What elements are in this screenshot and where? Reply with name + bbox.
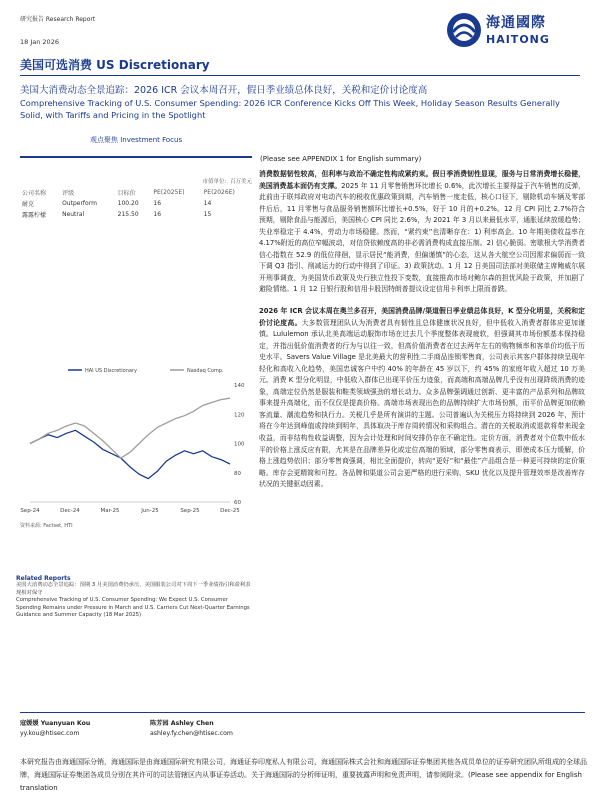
y-tick-label: 100: [234, 441, 245, 448]
report-type: 研究报告 Research Report: [20, 16, 96, 23]
y-tick-label: 60: [234, 500, 241, 506]
related-reports: [16, 575, 252, 619]
disclaimer-footer: 本研究报告由海通国际分销，海通国际是由海通国际研究有限公司，海通证券印度私人有限公司，海通国际株式会社和海通国际证券集团其他各成员单位的证券研究团队所组成的全球品牌，海通国际证券集团各成员分别在其许可的司法管辖区内从事证券活动。关于海通国际的分析师证明，重要披露声明和免责声明，请参阅附录。(Please see appendix for English translation: [20, 758, 587, 792]
x-tick-label: Jun-25: [141, 508, 159, 514]
price-performance-chart: [20, 360, 252, 520]
table-cell: 露露柠檬: [22, 212, 47, 219]
analyst-name: 寇媛媛 Yuanyuan Kou: [20, 720, 91, 727]
coverage-table: [20, 177, 252, 220]
table-unit: 市值单位：百万美元: [202, 179, 252, 185]
paragraph-2-text: 大多数管理团队认为消费者具有韧性且总体健康状况良好，但中低收入消费者群体应更加谨慎。Lululemon 承认北美高端运动服饰市场在过去几个季度整体表现疲软，但强调其市场份额基本保持稳定，并指出低价值消费者的行为与以往一致，但高价值消费者在过去两年左右的购物频率和客单价均低于历史水平。Savers Value Village 是北美最大的营利性二手商品连锁零售商，公司表示其客户群体持续呈现年轻化和高收入化趋势，美国忠诚客户中约 40% 的年龄在 45 岁以下，约 45% 的家庭年收入超过 10 万美元。消费 K 型分化明显，中低收入群体已出现平价压力迹象，而高端和高端品牌几乎没有出现降级消费的迹象，高端定位仍然是服装和鞋类领域强劲的增长动力。众多品牌强调通过创新、更丰富的产品系列和品牌故事来提升高端化，而不仅仅是提高价格。高端市场表现出色的品牌持续扩大市场份额，而平价品牌更加依赖客流量、潮流趋势和执行力。关税几乎是所有演讲的主题。公司普遍认为关税压力将持续到 2026 年，预计将在今年达到峰值或持续到明年，具体取决于库存周转情况和采购组合。潜在的关税取消或退款将带来现金收益，而非结构性收益调整，因为会计处理和时间安排仍存在不确定性。定价方面，消费者对个位数中低水平的价格上涨反应有限，尤其是在品牌差异化或定位高端的领域，部分零售商表示，即使成本压力缓解，价格上涨趋势依旧；部分零售商强调，相比全面提价，转向“更好”和“最佳”产品组合是一种更可持续的定价策略。库存会更精简和可控。各品牌和渠道公司会更严格的进行采购、SKU 优化以及提升管理效率是改善库存状况的关键驱动因素。: [259, 318, 585, 489]
x-tick-label: Dec-25: [220, 508, 240, 514]
analyst-name: 陈芳园 Ashley Chen: [150, 720, 214, 727]
table-header-cell: PE(2026E): [203, 189, 235, 196]
y-tick-label: 140: [234, 383, 245, 389]
table-cell: 14: [203, 200, 212, 207]
table-cell: 耐克: [22, 201, 35, 208]
analyst-1: [20, 719, 90, 739]
x-tick-label: Sep-24: [20, 508, 40, 514]
table-header-cell: 公司名称: [22, 190, 47, 197]
series-line: [30, 398, 230, 458]
y-tick-label: 120: [234, 412, 245, 419]
y-tick-label: 80: [234, 470, 241, 477]
paragraph-1-text: 2025 年 11 月零售销售环比增长 0.6%，此次增长主要得益于汽车销售的反弹，此前由于联邦政府对电动汽车的税收优惠政策到期，汽车销售一度走低，核心口径下，剔除机动车辆及零部件后后，11 月零售与食品服务销售额环比增长+0.5%，好于 10 月的+0.2%。12 月 CPI 同比 2.7%符合预期，剔除食品与能源后，美国核心 CPI 同比 2.6%，为 2021 年 3 月以来最低水平，通胀延续放缓趋势；失业率稳定于 4.4%，劳动力市场稳健。然而，“紧约束”也清晰存在：1) 利率高企。10 年期美债收益率在 4.17%附近的高位窄幅波动，对信贷依赖度高的非必需消费构成直接压制。2) 信心脆弱。密歇根大学消费者信心指数在 52.9 的低位徘徊，显示居民“能消费，但偏谨慎”的心态，这从各大航空公司因需求偏弱而一致下调 Q3 指引、削减运力的行动中得到了印证。3) 政策扰动。1 月 12 日美国司法部对美联储主席鲍威尔展开刑事调查，为美国货币政策及央行独立性投下变数，直接推高市场对鲍尔森的担忧风险于政策，并加剧了避险情绪。1 月 12 日银行股和信用卡股因特朗普提议设定信用卡利率上限而普跌。: [259, 181, 585, 294]
table-cell: Outperform: [62, 200, 97, 207]
x-tick-label: Mar-25: [100, 508, 120, 514]
table-header-row: [20, 187, 252, 198]
body-text: [259, 169, 585, 501]
headline-cn: 美国大消费动态全景追踪：2026 ICR 会议本周召开，假日季业绩总体良好，关税和定价讨论度高: [20, 85, 428, 96]
table-row: [20, 209, 252, 220]
table-header-cell: 目标价: [117, 190, 136, 197]
chart-source: 资料来源: Factset, HTI: [20, 523, 73, 529]
see-appendix: (Please see APPENDIX 1 for English summary): [260, 155, 422, 163]
related-report-en[interactable]: Comprehensive Tracking of U.S. Consumer Spending: We Expect U.S. Consumer Spending Remains under Pressure in March and U.S. Carriers Cut Next-Quarter Earnings Guidance and Summer Capacity (18 Mar 2025): [16, 597, 250, 619]
paragraph-1: [259, 169, 585, 296]
paragraph-1-lead: 消费数据韧性较高，但利率与政治不确定性构成紧约束。假日季消费韧性显现，服务与日常消费增长稳健，美国消费基本面仍有支撑。: [259, 170, 585, 190]
table-cell: 16: [153, 211, 162, 218]
chart-svg: [20, 360, 252, 520]
investment-focus-label: 观点聚焦 Investment Focus: [90, 136, 183, 144]
series-line: [30, 430, 230, 478]
table-cell: Neutral: [62, 211, 85, 218]
section-title: 美国可选消费 US Discretionary: [20, 58, 210, 72]
legend-label: Nasdaq Comp.: [187, 368, 224, 374]
haitong-emblem-icon: [444, 10, 484, 50]
header-rule: [20, 75, 580, 76]
analyst-email[interactable]: yy.kou@htisec.com: [20, 730, 80, 737]
analyst-email[interactable]: ashley.fy.chen@htisec.com: [150, 730, 233, 737]
related-reports-title: Related Reports: [16, 575, 71, 582]
paragraph-2: [259, 306, 585, 491]
paragraph-2-lead: 2026 年 ICR 会议本周在奥兰多召开，美国消费品牌/渠道假日季业绩总体良好，K 型分化明显，关税和定价讨论度高。: [259, 307, 585, 327]
logo-text-en: HAITONG: [486, 33, 550, 46]
table-row: [20, 198, 252, 209]
table-cell: 215.50: [117, 211, 139, 218]
report-date: 18 Jan 2026: [20, 38, 59, 46]
x-tick-label: Sep-25: [180, 508, 200, 514]
table-cell: 100.20: [117, 200, 139, 207]
headline-en: Comprehensive Tracking of U.S. Consumer Spending: 2026 ICR Conference Kicks Off This Week, Holiday Season Results Generally Solid, with Tariffs and Pricing in the Spotlight: [20, 98, 560, 120]
analyst-block: [20, 712, 585, 748]
table-cell: 16: [153, 200, 162, 207]
table-cell: 15: [203, 211, 212, 218]
logo-text-cn: 海通國際: [486, 15, 546, 31]
legend-label: HAI US Discretionary: [85, 368, 137, 374]
analyst-2: [150, 719, 233, 739]
table-header-cell: PE(2025E): [153, 189, 185, 196]
x-tick-label: Dec-24: [60, 508, 80, 514]
table-header-cell: 评级: [62, 190, 75, 197]
related-report-cn[interactable]: 美国大消费动态全景追踪：预期 3 月美国消费仍承压，美国服装公司对下周下一季业绩指引和盈利表现相对保守: [16, 582, 251, 596]
